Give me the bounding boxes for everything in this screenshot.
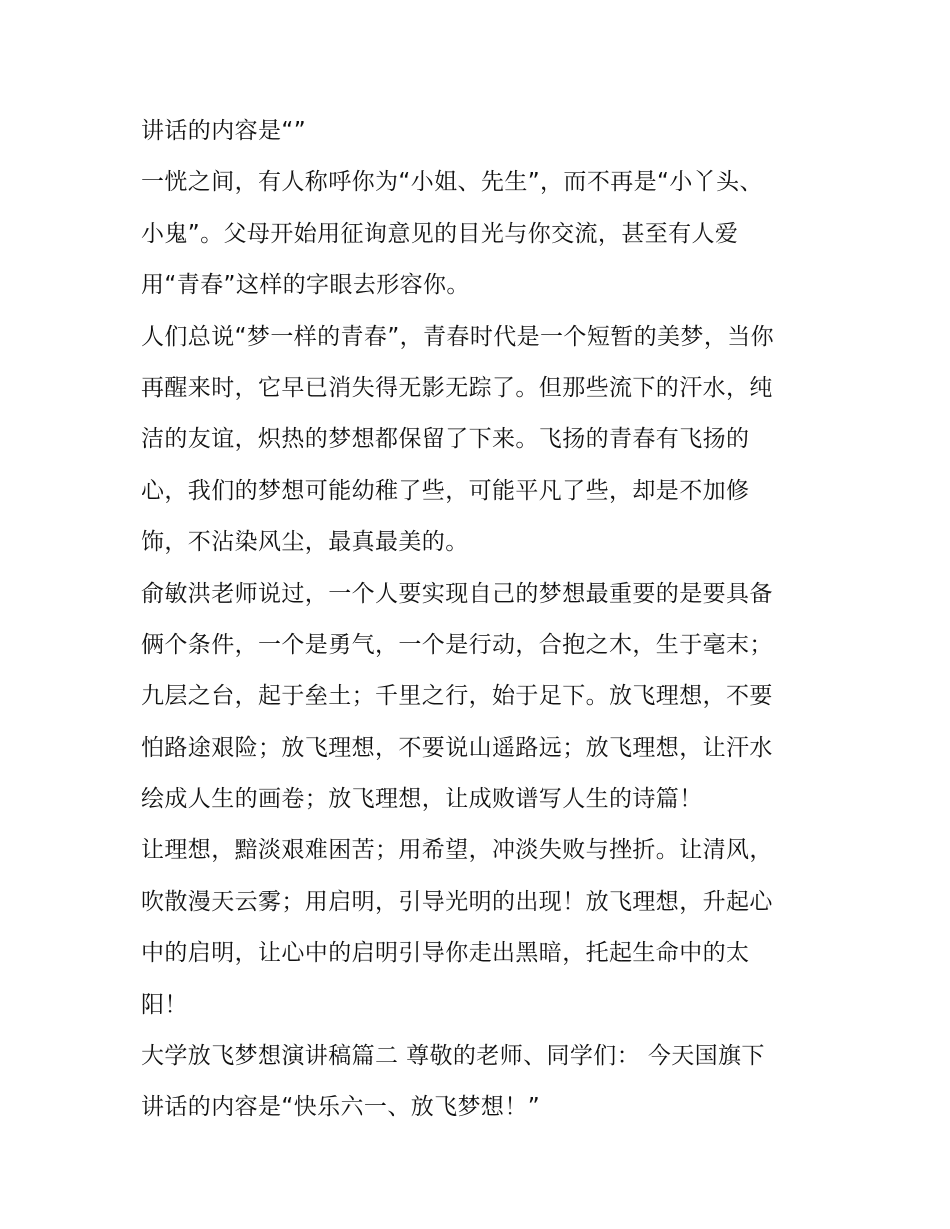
text-line: 俞敏洪老师说过，一个人要实现自己的梦想最重要的是要具备 (141, 580, 773, 607)
text-line: 讲话的内容是“” (141, 118, 307, 144)
text-line: 大学放飞梦想演讲稿篇二 尊敬的老师、同学们： 今天国旗下 (141, 1043, 765, 1070)
text-line: 绘成人生的画卷；放飞理想，让成败谱写人生的诗篇！ (141, 786, 703, 813)
document-body (141, 106, 821, 1134)
text-line: 小鬼”。父母开始用征询意见的目光与你交流，甚至有人爱 (141, 220, 739, 247)
text-line: 中的启明，让心中的启明引导你走出黑暗，托起生命中的太 (141, 940, 750, 967)
text-line: 九层之台，起于垒土；千里之行，始于足下。放飞理想，不要 (141, 683, 773, 710)
text-line: 用“青春”这样的字眼去形容你。 (141, 272, 470, 299)
text-line: 怕路途艰险；放飞理想，不要说山遥路远；放飞理想，让汗水 (141, 734, 773, 761)
text-line: 饰，不沾染风尘，最真最美的。 (141, 529, 469, 556)
text-line: 让理想，黯淡艰难困苦；用希望，冲淡失败与挫折。让清风， (141, 837, 773, 864)
text-line: 阳！ (141, 991, 188, 1018)
text-line: 再醒来时，它早已消失得无影无踪了。但那些流下的汗水，纯 (141, 374, 773, 401)
text-line: 吹散漫天云雾；用启明，引导光明的出现！放飞理想，升起心 (141, 888, 773, 915)
text-line: 讲话的内容是“快乐六一、放飞梦想！” (141, 1094, 541, 1121)
text-line: 洁的友谊，炽热的梦想都保留了下来。飞扬的青春有飞扬的 (141, 426, 750, 453)
text-line: 人们总说“梦一样的青春”，青春时代是一个短暂的美梦，当你 (141, 323, 775, 350)
text-line: 俩个条件，一个是勇气，一个是行动，合抱之木，生于毫末； (141, 631, 773, 658)
text-line: 心，我们的梦想可能幼稚了些，可能平凡了些，却是不加修 (141, 477, 750, 504)
text-line: 一恍之间，有人称呼你为“小姐、先生”，而不再是“小丫头、 (141, 169, 763, 196)
